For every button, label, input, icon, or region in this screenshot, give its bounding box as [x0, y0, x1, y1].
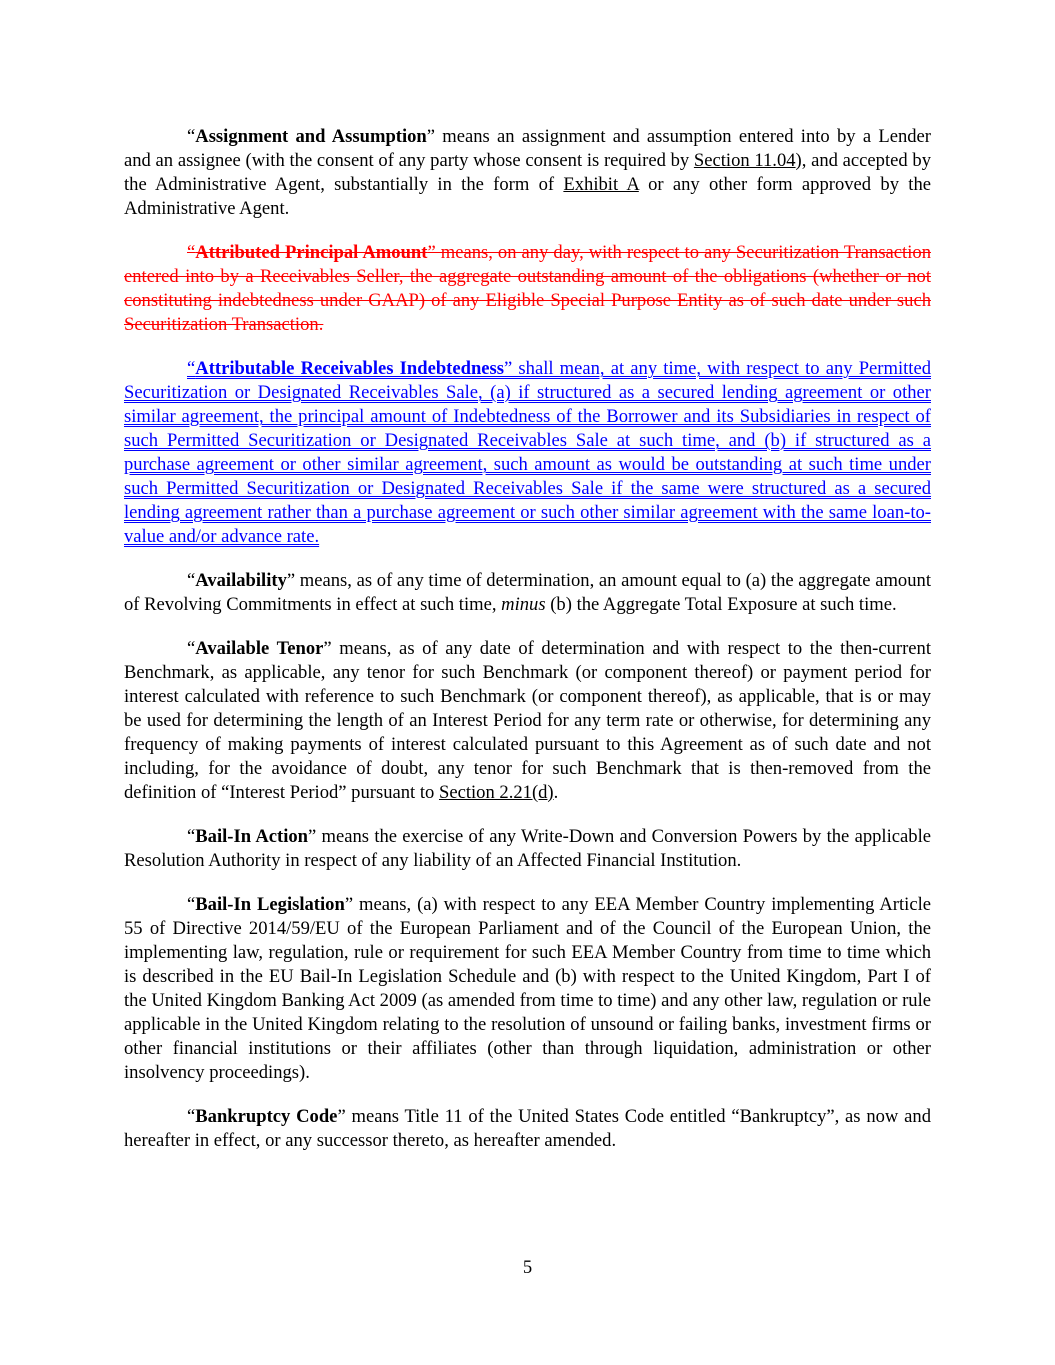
definition-text: ” means, as of any date of determination and with respect to the then-current Benchmark, as applicable, any tenor for such Benchmark (or component thereof) or payment period for interest calculated with reference to such Benchmark (or component thereof), as applicable, that is or may be used for determining the length of an Interest Period for any term rate or otherwise, for determining any frequency of making payments of interest calculated pursuant to this Agreement as of such date and not including, for the avoidance of doubt, any tenor for such Benchmark that is then-removed from the definition of “Interest Period” pursuant to [124, 638, 931, 803]
open-quote: “ [187, 570, 196, 591]
defined-term: Attributed Principal Amount [195, 242, 428, 263]
definition-bankruptcy-code [124, 1105, 931, 1153]
open-quote: “ [187, 826, 196, 847]
definition-text: ” means an assignment and assumption entered into by a Lender and an assignee (with the consent of any party whose consent is required by [124, 126, 931, 171]
open-quote: “ [187, 894, 196, 915]
open-quote: “ [187, 1106, 196, 1127]
definition-assignment-and-assumption [124, 125, 931, 221]
open-quote: “ [187, 126, 196, 147]
exhibit-reference: Exhibit A [563, 174, 639, 195]
section-reference: Section 2.21(d) [438, 782, 554, 803]
definition-attributed-principal-amount-deleted [124, 241, 931, 337]
defined-term: Bail-In Action [195, 826, 308, 847]
defined-term: Bankruptcy Code [195, 1106, 338, 1127]
defined-term: Availability [195, 570, 287, 591]
definition-text: or any other form approved by the Administrative Agent. [124, 174, 931, 219]
definition-text: ” means, (a) with respect to any EEA Member Country implementing Article 55 of Directive 2014/59/EU of the European Parliament and of the Council of the European Union, the implementing law, regulation, rule or requirement for such EEA Member Country from time to time which is described in the EU Bail-In Legislation Schedule and (b) with respect to the United Kingdom, Part I of the United Kingdom Banking Act 2009 (as amended from time to time) and any other law, regulation or rule applicable in the United Kingdom relating to the resolution of unsound or failing banks, investment firms or other financial institutions or their affiliates (other than through liquidation, administration or other insolvency proceedings). [124, 894, 931, 1083]
definition-bail-in-action [124, 825, 931, 873]
open-quote: “ [187, 242, 196, 263]
definition-text: ” means Title 11 of the United States Code entitled “Bankruptcy”, as now and hereafter in effect, or any successor thereto, as hereafter amended. [124, 1106, 931, 1151]
defined-term: Assignment and Assumption [195, 126, 427, 147]
definition-text: ” shall mean, at any time, with respect to any Permitted Securitization or Designated Receivables Sale, (a) if structured as a secured lending agreement or other similar agreement, the principal amount of Indebtedness of the Borrower and its Subsidiaries in respect of such Permitted Securitization or Designated Receivables Sale at such time, and (b) if structured as a purchase agreement or other similar agreement, such amount as would be outstanding at such time under such Permitted Securitization or Designated Receivables Sale if the same were structured as a secured lending agreement rather than a purchase agreement or such other similar agreement with the same loan-to-value and/or advance rate. [124, 358, 931, 547]
open-quote: “ [187, 358, 196, 379]
definition-text: ), and accepted by the Administrative Agent, substantially in the form of [124, 150, 931, 195]
definition-text: ” means, on any day, with respect to any Securitization Transaction entered into by a Receivables Seller, the aggregate outstanding amount of the obligations (whether or not constituting indebtedness under GAAP) of any Eligible Special Purpose Entity as of such date under such Securitization Transaction. [124, 242, 931, 335]
document-page [124, 125, 931, 1173]
definition-bail-in-legislation [124, 893, 931, 1085]
defined-term: Bail-In Legislation [195, 894, 345, 915]
definition-text: . [553, 782, 559, 803]
page-number: 5 [522, 1257, 533, 1278]
open-quote: “ [187, 638, 196, 659]
definition-available-tenor [124, 637, 931, 805]
definition-attributable-receivables-indebtedness-inserted [124, 357, 931, 549]
defined-term: Available Tenor [195, 638, 324, 659]
emphasis-minus: minus [501, 594, 546, 615]
definition-text: ” means, as of any time of determination, an amount equal to (a) the aggregate amount of Revolving Commitments in effect at such time, [124, 570, 931, 615]
definition-text: ” means the exercise of any Write-Down and Conversion Powers by the applicable Resolution Authority in respect of any liability of an Affected Financial Institution. [124, 826, 931, 871]
defined-term: Attributable Receivables Indebtedness [195, 358, 505, 379]
section-reference: Section 11.04 [693, 150, 796, 171]
definition-availability [124, 569, 931, 617]
definition-text: (b) the Aggregate Total Exposure at such time. [545, 594, 897, 615]
